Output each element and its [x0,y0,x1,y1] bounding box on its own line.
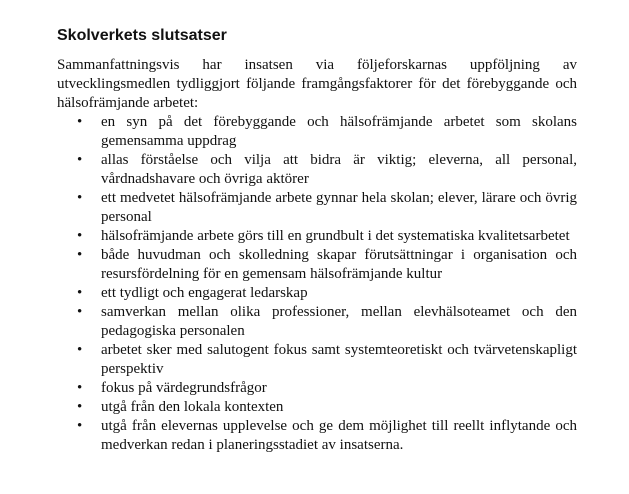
list-item [57,227,577,246]
list-item-text: arbetet sker med salutogent fokus samt systemteoretiskt och tvärvetenskapligt perspektiv [101,342,577,377]
list-item-text: hälsofrämjande arbete görs till en grundbult i det systematiska kvalitetsarbetet [101,228,570,244]
section-heading: Skolverkets slutsatser [57,27,227,44]
intro-paragraph: Sammanfattningsvis har insatsen via följeforskarnas uppföljning av utvecklingsmedlen tydliggjort följande framgångsfaktorer för det förebyggande och hälsofrämjande arbetet: [57,57,577,111]
bullet-icon: • [77,285,83,301]
bullet-icon: • [77,380,83,396]
bullet-icon: • [77,190,83,206]
list-item [57,303,577,341]
list-item [57,417,577,455]
bullet-icon: • [77,247,83,263]
document-page [57,26,577,455]
list-item-text: en syn på det förebyggande och hälsofrämjande arbetet som skolans gemensamma uppdrag [101,114,577,149]
list-item [57,113,577,151]
bullet-icon: • [77,342,83,358]
list-item-text: utgå från elevernas upplevelse och ge dem möjlighet till reellt inflytande och medverkan redan i planeringsstadiet av insatserna. [101,418,577,453]
bullet-icon: • [77,114,83,130]
list-item [57,189,577,227]
list-item-text: ett medvetet hälsofrämjande arbete gynnar hela skolan; elever, lärare och övrig personal [101,190,577,225]
list-item-text: allas förståelse och vilja att bidra är viktig; eleverna, all personal, vårdnadshavare och övriga aktörer [101,152,577,187]
bullet-icon: • [77,418,83,434]
bullet-icon: • [77,152,83,168]
list-item [57,379,577,398]
success-factor-list [57,113,577,455]
list-item [57,284,577,303]
list-item [57,246,577,284]
bullet-icon: • [77,399,83,415]
list-item [57,151,577,189]
list-item-text: fokus på värdegrundsfrågor [101,380,267,396]
list-item [57,341,577,379]
list-item-text: samverkan mellan olika professioner, mellan elevhälsoteamet och den pedagogiska personalen [101,304,577,339]
bullet-icon: • [77,304,83,320]
list-item-text: utgå från den lokala kontexten [101,399,284,415]
list-item [57,398,577,417]
list-item-text: både huvudman och skolledning skapar förutsättningar i organisation och resursfördelning för en gemensam hälsofrämjande kultur [101,247,577,282]
list-item-text: ett tydligt och engagerat ledarskap [101,285,308,301]
bullet-icon: • [77,228,83,244]
